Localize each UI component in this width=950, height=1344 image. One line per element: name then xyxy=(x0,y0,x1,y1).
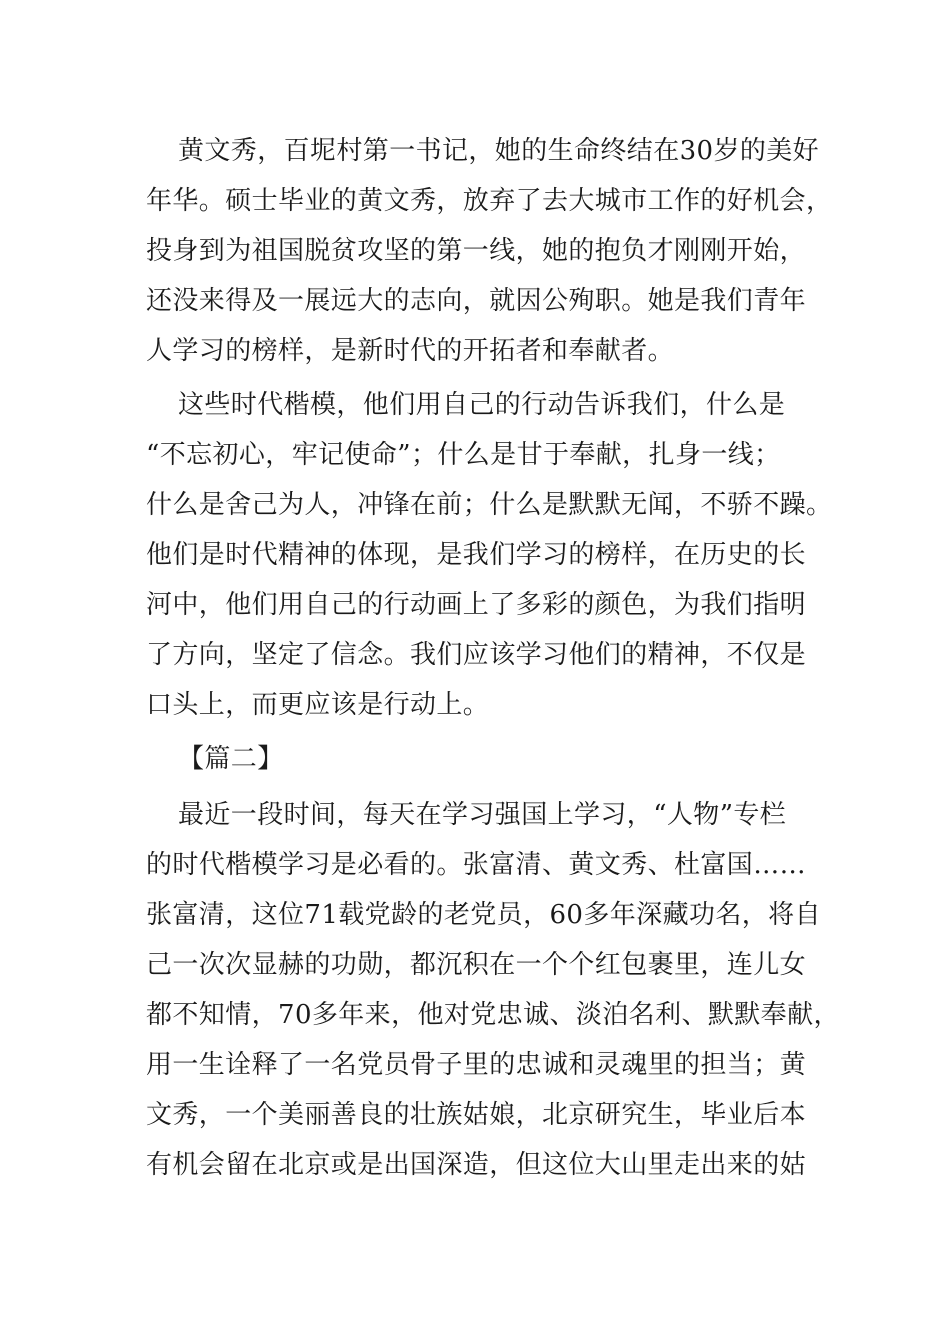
paragraph-2-line-7: 口头上，而更应该是行动上。 xyxy=(146,690,490,720)
paragraph-1-line-2: 年华。硕士毕业的黄文秀，放弃了去大城市工作的好机会， xyxy=(146,186,833,216)
paragraph-3-line-2: 的时代楷模学习是必看的。张富清、黄文秀、杜富国…… xyxy=(146,850,807,880)
paragraph-1-line-4: 还没来得及一展远大的志向，就因公殉职。她是我们青年 xyxy=(146,286,807,316)
paragraph-2-line-5: 河中，他们用自己的行动画上了多彩的颜色，为我们指明 xyxy=(146,590,807,620)
paragraph-1-line-5: 人学习的榜样，是新时代的开拓者和奉献者。 xyxy=(146,336,675,366)
paragraph-3-line-5: 都不知情，70多年来，他对党忠诚、淡泊名利、默默奉献， xyxy=(146,1000,840,1030)
paragraph-1-line-1: 黄文秀，百坭村第一书记，她的生命终结在30岁的美好 xyxy=(178,136,820,166)
paragraph-3-line-8: 有机会留在北京或是出国深造，但这位大山里走出来的姑 xyxy=(146,1150,807,1180)
paragraph-2-line-1: 这些时代楷模，他们用自己的行动告诉我们，什么是 xyxy=(178,390,786,420)
section-heading: 【篇二】 xyxy=(178,744,284,774)
paragraph-3-line-6: 用一生诠释了一名党员骨子里的忠诚和灵魂里的担当；黄 xyxy=(146,1050,807,1080)
paragraph-3-line-4: 己一次次显赫的功勋，都沉积在一个个红包裹里，连儿女 xyxy=(146,950,807,980)
paragraph-2-line-4: 他们是时代精神的体现，是我们学习的榜样，在历史的长 xyxy=(146,540,807,570)
paragraph-2-line-2: “不忘初心，牢记使命”；什么是甘于奉献，扎身一线； xyxy=(146,440,781,470)
paragraph-1-line-3: 投身到为祖国脱贫攻坚的第一线，她的抱负才刚刚开始， xyxy=(146,236,807,266)
paragraph-3-line-1: 最近一段时间，每天在学习强国上学习，“人物”专栏 xyxy=(178,800,787,830)
paragraph-2-line-6: 了方向，坚定了信念。我们应该学习他们的精神，不仅是 xyxy=(146,640,807,670)
paragraph-3-line-7: 文秀，一个美丽善良的壮族姑娘，北京研究生，毕业后本 xyxy=(146,1100,807,1130)
paragraph-3-line-3: 张富清，这位71载党龄的老党员，60多年深藏功名，将自 xyxy=(146,900,821,930)
paragraph-2-line-3: 什么是舍己为人，冲锋在前；什么是默默无闻，不骄不躁。 xyxy=(146,490,833,520)
